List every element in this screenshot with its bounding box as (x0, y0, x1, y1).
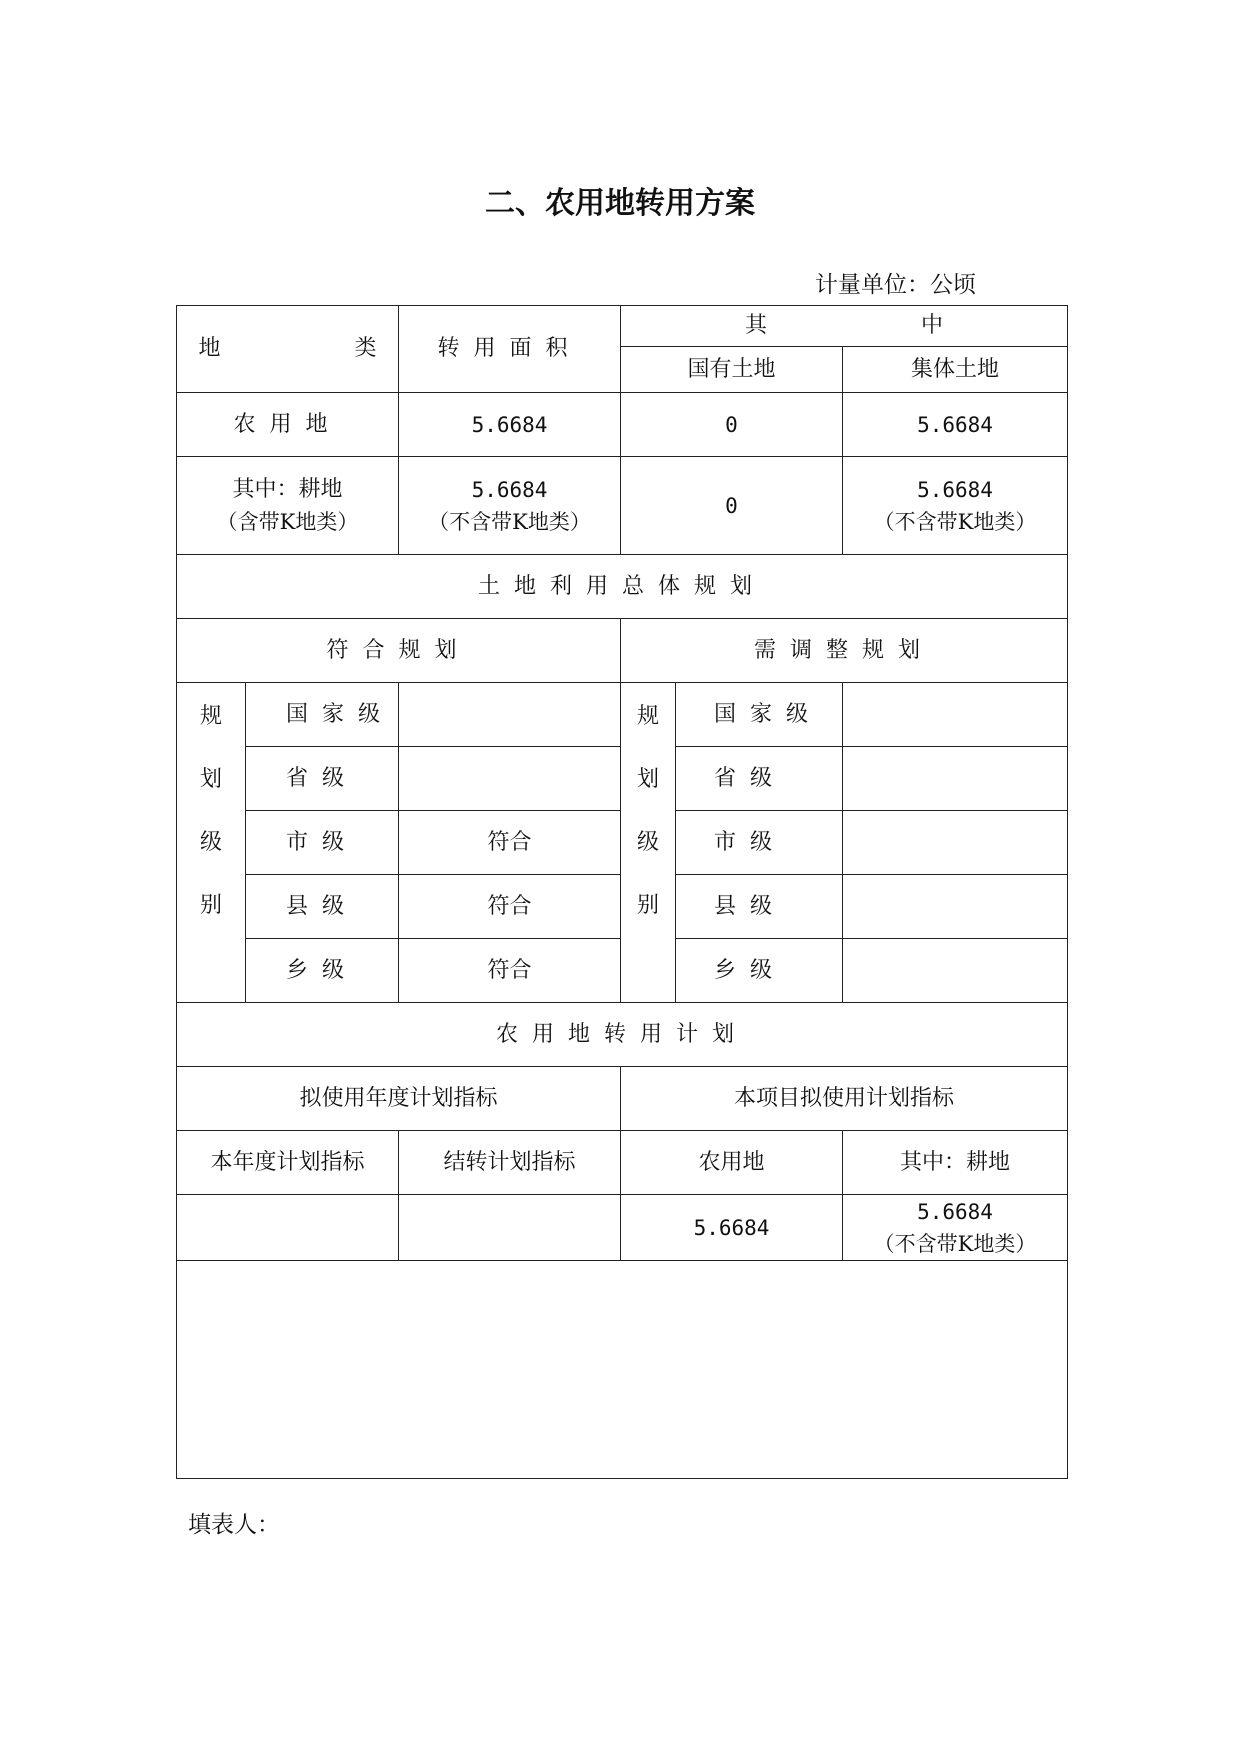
arable-land-collective: 5.6684 (917, 477, 993, 502)
level-char-3: 级 (199, 830, 222, 855)
level-char-2b: 划 (636, 767, 659, 792)
agri-land-label: 农用地 (177, 393, 399, 457)
land-type-header (177, 306, 399, 393)
conform-level-national: 国家级 (246, 683, 399, 747)
adjust-level-provincial: 省级 (676, 747, 843, 811)
conform-value-national[interactable] (399, 683, 621, 747)
arable-land-area-cell (399, 457, 621, 555)
adjust-level-label (621, 683, 676, 1003)
conform-value-provincial[interactable] (399, 747, 621, 811)
level-char-4: 别 (199, 893, 222, 918)
arable-land-area-note: （不含带K地类） (428, 509, 591, 534)
adjust-value-provincial[interactable] (843, 747, 1068, 811)
level-char-2: 划 (199, 767, 222, 792)
arable-land-label-note: （含带K地类） (216, 509, 359, 534)
level-char-1: 规 (199, 704, 222, 729)
arable-land-collective-cell (843, 457, 1068, 555)
arable-land-label-cell (177, 457, 399, 555)
conform-value-township[interactable]: 符合 (399, 939, 621, 1003)
adjust-value-national[interactable] (843, 683, 1068, 747)
remarks-area[interactable] (177, 1261, 1068, 1479)
project-arable-header: 其中：耕地 (843, 1131, 1068, 1195)
adjust-level-national: 国家级 (676, 683, 843, 747)
collective-land-header: 集体土地 (843, 347, 1068, 393)
adjust-value-city[interactable] (843, 811, 1068, 875)
agri-land-collective: 5.6684 (843, 393, 1068, 457)
project-agri-header: 农用地 (621, 1131, 843, 1195)
adjust-level-township: 乡级 (676, 939, 843, 1003)
adjust-level-city: 市级 (676, 811, 843, 875)
conform-value-city[interactable]: 符合 (399, 811, 621, 875)
conform-level-label (177, 683, 246, 1003)
conform-plan-header: 符合规划 (177, 619, 621, 683)
adjust-plan-header: 需调整规划 (621, 619, 1068, 683)
arable-land-label: 其中：耕地 (232, 476, 343, 502)
arable-land-collective-note: （不含带K地类） (873, 509, 1037, 534)
conversion-plan-title: 农用地转用计划 (177, 1003, 1068, 1067)
agri-land-state: 0 (621, 393, 843, 457)
arable-land-state: 0 (621, 457, 843, 555)
conform-level-provincial: 省级 (246, 747, 399, 811)
level-char-1b: 规 (636, 704, 659, 729)
conform-value-county[interactable]: 符合 (399, 875, 621, 939)
land-type-header-b: 类 (354, 336, 377, 361)
planning-section-title: 土地利用总体规划 (177, 555, 1068, 619)
this-year-index-header: 本年度计划指标 (177, 1131, 399, 1195)
this-year-index-value[interactable] (177, 1195, 399, 1261)
conform-level-township: 乡级 (246, 939, 399, 1003)
area-header: 转用面积 (399, 306, 621, 393)
adjust-level-county: 县级 (676, 875, 843, 939)
conform-level-county: 县级 (246, 875, 399, 939)
level-char-4b: 别 (636, 893, 659, 918)
project-index-header: 本项目拟使用计划指标 (621, 1067, 1068, 1131)
project-arable-cell (843, 1195, 1068, 1261)
annual-index-header: 拟使用年度计划指标 (177, 1067, 621, 1131)
project-arable-value: 5.6684 (917, 1199, 993, 1224)
project-arable-note: （不含带K地类） (873, 1231, 1037, 1256)
level-char-3b: 级 (636, 830, 659, 855)
page-title: 二、农用地转用方案 (485, 186, 755, 221)
project-agri-value: 5.6684 (621, 1195, 843, 1261)
adjust-value-township[interactable] (843, 939, 1068, 1003)
of-which-header-a: 其 (744, 313, 767, 338)
adjust-value-county[interactable] (843, 875, 1068, 939)
of-which-header-b: 中 (921, 313, 944, 338)
carry-over-index-header: 结转计划指标 (399, 1131, 621, 1195)
land-type-header-a: 地 (198, 336, 221, 361)
state-land-header: 国有土地 (621, 347, 843, 393)
unit-label: 计量单位：公顷 (815, 272, 976, 298)
of-which-header (621, 306, 1068, 347)
conform-level-city: 市级 (246, 811, 399, 875)
arable-land-area: 5.6684 (471, 477, 548, 502)
conversion-table (176, 305, 1068, 1479)
filler-label: 填表人： (188, 1512, 280, 1538)
carry-over-index-value[interactable] (399, 1195, 621, 1261)
agri-land-area: 5.6684 (399, 393, 621, 457)
